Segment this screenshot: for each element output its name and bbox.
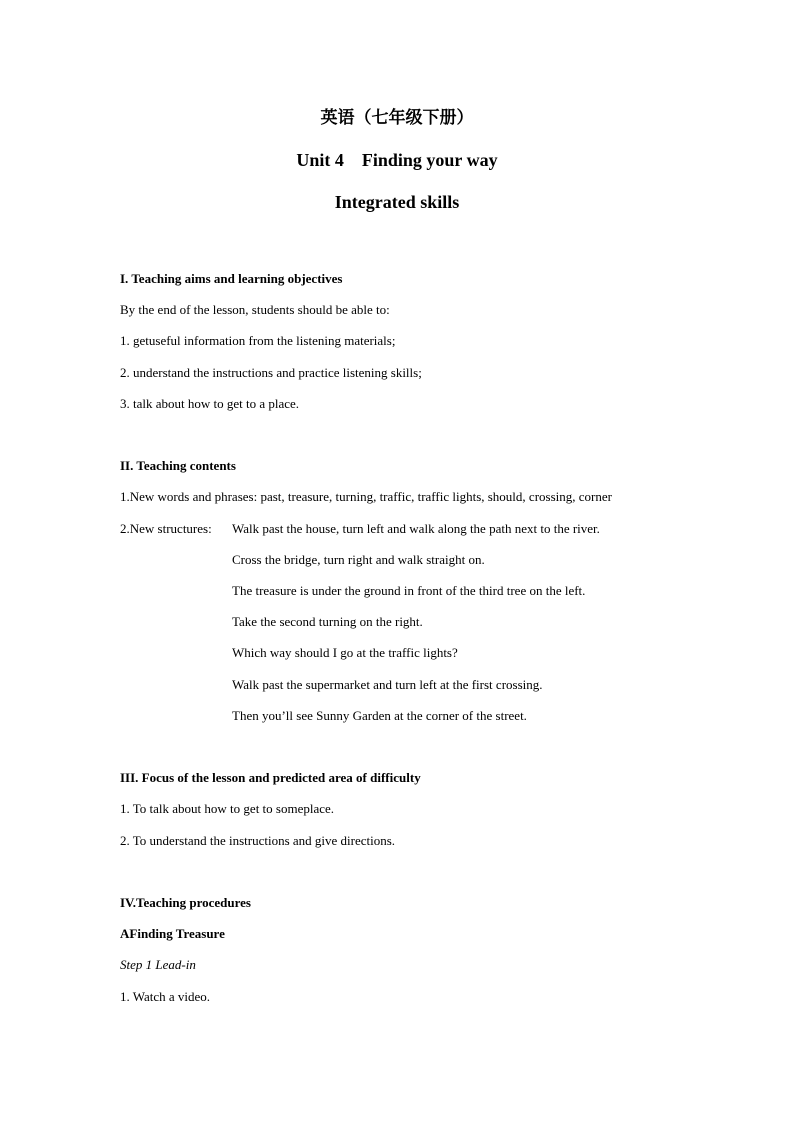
structure-item: Cross the bridge, turn right and walk straight on. (232, 552, 485, 567)
step-heading: Step 1 Lead-in (120, 957, 196, 972)
section-heading-procedures: IV.Teaching procedures (120, 895, 251, 910)
structures-label: 2.New structures: (120, 521, 212, 536)
structure-item: Walk past the house, turn left and walk along the path next to the river. (232, 521, 600, 536)
document-subject-title: 英语（七年级下册） (320, 108, 474, 128)
aims-item: 2. understand the instructions and practice listening skills; (120, 365, 422, 380)
new-words-line: 1.New words and phrases: past, treasure, turning, traffic, traffic lights, should, crossing, corner (120, 489, 612, 504)
document-lesson-title: Integrated skills (334, 192, 460, 212)
aims-item: 3. talk about how to get to a place. (120, 396, 300, 411)
document-unit-title: Unit 4 Finding your way (296, 150, 498, 170)
structure-item: The treasure is under the ground in front of the third tree on the left. (232, 583, 586, 598)
focus-item: 2. To understand the instructions and give directions. (120, 833, 396, 848)
section-heading-contents: II. Teaching contents (120, 458, 236, 473)
section-heading-focus: III. Focus of the lesson and predicted area of difficulty (120, 770, 421, 785)
procedure-item: 1. Watch a video. (120, 989, 211, 1004)
focus-item: 1. To talk about how to get to someplace. (120, 801, 335, 816)
aims-item: 1. getuseful information from the listening materials; (120, 333, 396, 348)
structure-item: Take the second turning on the right. (232, 614, 423, 629)
structure-item: Walk past the supermarket and turn left at the first crossing. (232, 677, 543, 692)
part-heading: AFinding Treasure (120, 926, 225, 941)
structure-item: Then you’ll see Sunny Garden at the corner of the street. (232, 708, 527, 723)
structure-item: Which way should I go at the traffic lights? (232, 645, 458, 660)
section-heading-aims: I. Teaching aims and learning objectives (120, 271, 343, 286)
aims-intro: By the end of the lesson, students should be able to: (120, 302, 390, 317)
structures-line (120, 520, 600, 538)
